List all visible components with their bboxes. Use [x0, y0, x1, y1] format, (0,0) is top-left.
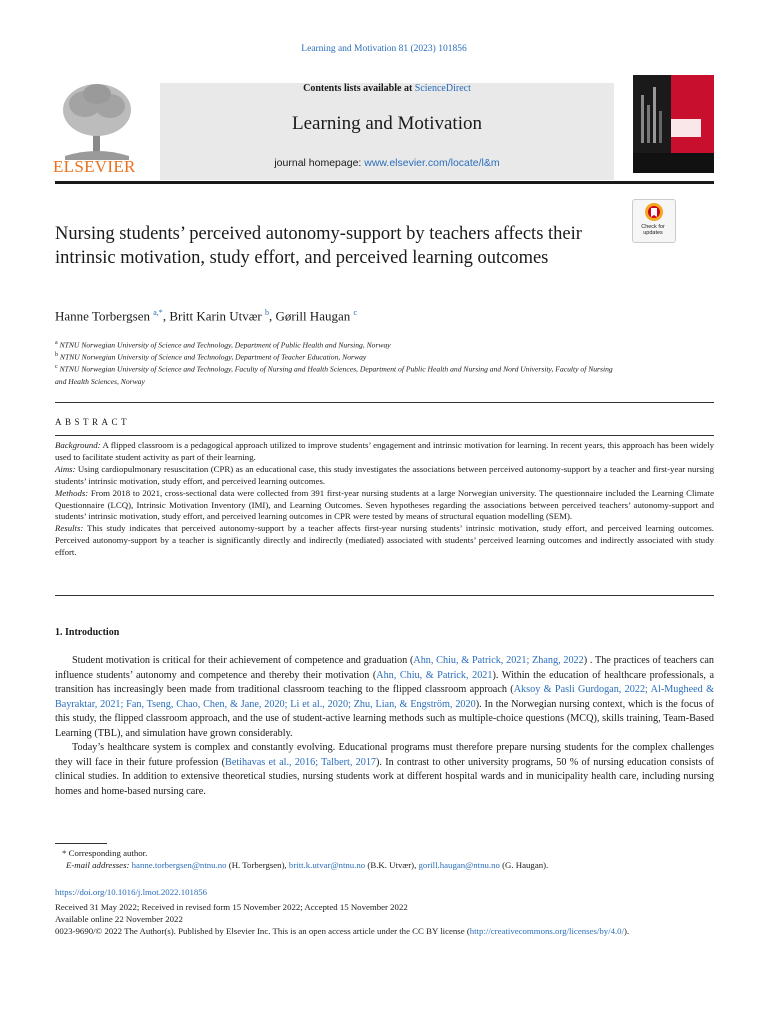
intro-paragraph-2 — [55, 741, 714, 799]
body-text: ). In the Norwegian nursing context, which is the focus of this study, the flipped classroom approach, and the use of student-active learning methods such as multiple-choice questions (MCQ), skills training, Team-Based Learning (TBL), and simulation have grown considerably. — [55, 698, 714, 739]
citation-link[interactable]: Ahn, Chiu, & Patrick, 2021; Zhang, 2022 — [413, 655, 584, 666]
corresponding-author-note: * Corresponding author. — [62, 848, 148, 858]
check-for-updates-badge[interactable] — [632, 199, 676, 243]
email-owner: (B.K. Utvær), — [365, 860, 419, 870]
body-text: ). Within the education of healthcare professionals, a transition has increasingly been made from traditional classroom teaching to the flipped classroom approach ( — [55, 669, 715, 695]
license-statement — [55, 926, 714, 938]
abstract-label: Methods: — [55, 487, 89, 498]
abstract-paragraph — [55, 464, 714, 488]
footnote-rule — [55, 843, 107, 844]
body-text: ) . The practices of teachers can influence students’ autonomy and competence and thereby their motivation ( — [55, 655, 714, 681]
abstract-text: From 2018 to 2021, cross-sectional data were collected from 391 first-year nursing students at a large Norwegian university. The questionnaire included the Learning Climate Questionnaire (LCQ), Intrinsic Motivation Inventory (IMI), and Learning Outcomes. Seven hypotheses regarding the associations between perceived teachers’ autonomy-support and students’ intrinsic motivation, study effort, and perceived learning outcomes in CPR were tested by means of structural equation modelling (SEM). — [55, 487, 714, 522]
email-label: E-mail addresses: — [66, 860, 130, 870]
abstract-text: This study indicates that perceived autonomy-support by a teacher affects first-year nursing students’ intrinsic motivation, study effort, and perceived learning outcomes. Perceived autonomy-support by a teacher is significantly directly and indirectly (mediated) associated with students’ perceived learning outcomes and indirectly associated with study effort. — [55, 523, 714, 558]
contents-prefix: Contents lists available at — [303, 83, 413, 94]
abstract-body — [55, 440, 714, 559]
author-affiliation-marker[interactable]: a,* — [153, 308, 163, 317]
email-owner: (G. Haugan). — [499, 860, 549, 870]
author-affiliation-marker[interactable]: c — [353, 308, 358, 317]
citation-link[interactable]: Ahn, Chiu, & Patrick, 2021 — [376, 669, 493, 681]
affiliation-text: NTNU Norwegian University of Science and Technology, Faculty of Nursing and Health Sciences, Department of Public Health and Nursing and Nord University, Faculty of Nursing and Health Sciences, Norway — [55, 364, 613, 386]
journal-cover-image[interactable] — [633, 75, 714, 173]
body-text: Student motivation is critical for their achievement of competence and graduation ( — [72, 655, 414, 666]
sciencedirect-link[interactable]: ScienceDirect — [414, 83, 471, 94]
abstract-heading: ABSTRACT — [55, 417, 131, 427]
email-link[interactable]: hanne.torbergsen@ntnu.no — [131, 860, 227, 870]
author-name[interactable]: Hanne Torbergsen — [55, 308, 150, 324]
journal-citation[interactable]: Learning and Motivation 81 (2023) 101856 — [301, 44, 467, 54]
doi-link[interactable] — [55, 887, 714, 899]
abstract-paragraph — [55, 488, 714, 524]
license-end: ). — [624, 926, 630, 936]
body-text: ). In contrast to other university programs, 50 % of nursing education consists of clinical studies. In addition to extensive theoretical studies, nursing students work at different hospital wards and in municipality health care, including nursing homes and home-based nursing care. — [55, 756, 714, 797]
affiliation — [55, 361, 615, 388]
bookmark-icon — [633, 200, 675, 224]
doi-text[interactable]: https://doi.org/10.1016/j.lmot.2022.101856 — [55, 887, 208, 897]
divider — [55, 435, 714, 436]
author-name[interactable]: Britt Karin Utvær — [169, 308, 262, 324]
author-name[interactable]: Gørill Haugan — [275, 308, 351, 324]
journal-name: Learning and Motivation — [292, 113, 482, 134]
email-addresses — [66, 860, 716, 870]
received-dates: Received 31 May 2022; Received in revised form 15 November 2022; Accepted 15 November 2022 — [55, 902, 408, 912]
section-heading: 1. Introduction — [55, 627, 120, 638]
abstract-paragraph — [55, 440, 714, 464]
abstract-text: Using cardiopulmonary resuscitation (CPR) as an educational case, this study investigates the associations between perceived autonomy-support by a teacher and first-year nursing students’ intrinsic motivation, study effort, and perceived learning outcomes. — [55, 463, 714, 486]
divider — [55, 595, 714, 596]
email-link[interactable]: gorill.haugan@ntnu.no — [418, 860, 500, 870]
abstract-text: A flipped classroom is a pedagogical approach utilized to improve students’ engagement and intrinsic motivation for learning. In recent years, this approach has been widely used to facilitate student activity as part of their learning. — [55, 440, 714, 462]
abstract-label: Background: — [55, 440, 101, 450]
license-link[interactable]: http://creativecommons.org/licenses/by/4.0/ — [469, 926, 625, 936]
body-text: Today’s healthcare system is complex and constantly evolving. Educational programs must therefore prepare nursing students for the complex challenges they will face in their future profession ( — [55, 742, 714, 768]
intro-paragraph-1 — [55, 654, 714, 741]
email-link[interactable]: britt.k.utvar@ntnu.no — [288, 860, 366, 870]
email-owner: (H. Torbergsen), — [226, 860, 289, 870]
homepage-link[interactable]: www.elsevier.com/locate/l&m — [364, 157, 500, 169]
abstract-paragraph — [55, 523, 714, 559]
abstract-label: Results: — [55, 523, 84, 534]
abstract-label: Aims: — [55, 463, 76, 474]
article-title: Nursing students’ perceived autonomy-support by teachers affects their intrinsic motivation, study effort, and perceived learning outcomes — [55, 224, 582, 268]
contents-line — [160, 83, 614, 94]
author-affiliation-marker[interactable]: b — [265, 308, 269, 317]
license-text: 0023-9690/© 2022 The Author(s). Published by Elsevier Inc. This is an open access article under the CC BY license ( — [55, 926, 470, 936]
introduction-body — [55, 654, 714, 799]
available-online: Available online 22 November 2022 — [55, 914, 183, 924]
elsevier-wordmark: ELSEVIER — [53, 157, 136, 176]
author-list: Hanne Torbergsen $^{a,*}$, Britt Karin Utvær $^b$, Gørill Haugan $^c$ — [55, 308, 358, 324]
affiliation-marker: b — [55, 352, 58, 358]
affiliation-text: NTNU Norwegian University of Science and Technology, Department of Public Health and Nursing, Norway — [59, 340, 391, 350]
journal-homepage — [160, 157, 614, 169]
citation-link[interactable]: Betihavas et al., 2016; Talbert, 2017 — [225, 756, 377, 768]
affiliation-marker: a — [55, 340, 58, 346]
citation-link[interactable]: Aksoy & Pasli Gurdogan, 2022; Al-Mugheed & Bayraktar, 2021; Fan, Tseng, Chao, Chen, & Jane, 2020; Li et al., 2020; Zhu, Lian, & Engström, 2020 — [55, 684, 714, 710]
check-for-updates-label: Check for updates — [641, 224, 665, 236]
divider — [55, 402, 714, 403]
homepage-prefix: journal homepage: — [274, 157, 362, 169]
header-rule — [55, 181, 714, 184]
affiliation-marker: c — [55, 364, 58, 370]
affiliation-text: NTNU Norwegian University of Science and Technology, Department of Teacher Education, Norway — [59, 352, 367, 362]
